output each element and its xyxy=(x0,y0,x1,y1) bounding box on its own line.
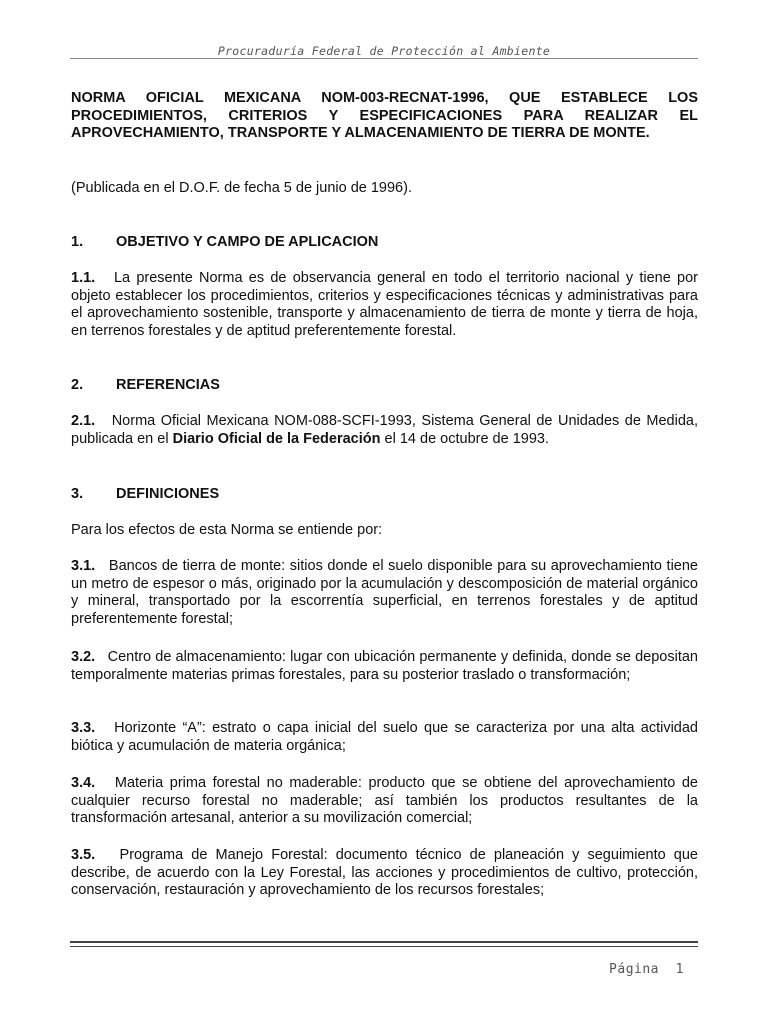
section-number: 1. xyxy=(71,234,84,250)
section-heading-3 xyxy=(71,486,219,504)
paragraph-text: Centro de almacenamiento: lugar con ubicación permanente y definida, donde se depositan temporalmente materias primas forestales, para su posterior traslado o transformación; xyxy=(71,649,698,683)
paragraph-number: 3.1. xyxy=(71,558,96,574)
section-heading-1 xyxy=(71,234,378,252)
paragraph-text: Norma Oficial Mexicana NOM-088-SCFI-1993, Sistema General de Unidades de Medida, publicada en el xyxy=(71,413,698,447)
paragraph-number: 3.4. xyxy=(71,775,96,791)
paragraph-2-1 xyxy=(71,413,698,448)
section-heading-2 xyxy=(71,377,220,395)
document-body xyxy=(71,90,698,898)
definitions-intro: Para los efectos de esta Norma se entiende por: xyxy=(71,522,383,538)
definition-3-1 xyxy=(71,558,698,628)
paragraph-number: 1.1. xyxy=(71,270,96,286)
definition-3-4 xyxy=(71,775,698,828)
page-label: Página xyxy=(609,962,660,977)
page-number xyxy=(609,962,684,977)
running-header: Procuraduría Federal de Protección al Ambiente xyxy=(217,44,551,58)
emphasis-text: Diario Oficial de la Federación xyxy=(172,430,381,447)
paragraph-number: 3.3. xyxy=(71,720,96,736)
paragraph-text: Materia prima forestal no maderable: producto que se obtiene del aprovechamiento de cualquier recurso forestal no maderable; así también los productos resultantes de la transformación artesanal, anterior a su movilización comercial; xyxy=(71,775,698,826)
definition-3-5 xyxy=(71,847,698,900)
section-number: 3. xyxy=(71,486,84,502)
paragraph-text: La presente Norma es de observancia general en todo el territorio nacional y tiene por objeto establecer los procedimientos, criterios y especificaciones técnicas y administrativas para el aprovechamiento sostenible, transporte y almacenamiento de tierra de monte y tierra de hoja, en terrenos forestales y de aptitud preferentemente forestal. xyxy=(71,270,698,339)
publication-note: (Publicada en el D.O.F. de fecha 5 de junio de 1996). xyxy=(71,180,412,196)
section-title: OBJETIVO Y CAMPO DE APLICACION xyxy=(116,234,379,250)
page-number-value: 1 xyxy=(675,962,684,977)
paragraph-number: 2.1. xyxy=(71,413,96,429)
section-title: DEFINICIONES xyxy=(116,486,220,502)
section-number: 2. xyxy=(71,377,84,393)
paragraph-text: Horizonte “A”: estrato o capa inicial del suelo que se caracteriza por una alta actividad biótica y acumulación de materia orgánica; xyxy=(71,720,698,754)
paragraph-text-end: el 14 de octubre de 1993. xyxy=(384,430,549,447)
section-title: REFERENCIAS xyxy=(116,377,220,393)
definition-3-2 xyxy=(71,649,698,684)
paragraph-1-1 xyxy=(71,270,698,340)
definition-3-3 xyxy=(71,720,698,755)
paragraph-number: 3.2. xyxy=(71,649,96,665)
document-title: NORMA OFICIAL MEXICANA NOM-003-RECNAT-1996, QUE ESTABLECE LOS PROCEDIMIENTOS, CRITERIOS Y ESPECIFICACIONES PARA REALIZAR EL APROVECHAMIENTO, TRANSPORTE Y ALMACENAMIENTO DE TIERRA DE MONTE. xyxy=(71,90,698,141)
paragraph-text: Bancos de tierra de monte: sitios donde el suelo disponible para su aprovechamiento tiene un metro de espesor o más, originado por la acumulación y descomposición de material orgánico y mineral, transportado por la escorrentía superficial, en terrenos forestales y de aptitud preferentemente forestal; xyxy=(71,558,698,627)
paragraph-text: Programa de Manejo Forestal: documento técnico de planeación y seguimiento que describe, de acuerdo con la Ley Forestal, las acciones y procedimientos de cultivo, protección, conservación, restauración y aprovechamiento de los recursos forestales; xyxy=(71,847,698,898)
footer-rule xyxy=(70,941,698,943)
header-rule xyxy=(70,58,698,59)
footer-rule-thin xyxy=(70,946,698,947)
paragraph-number: 3.5. xyxy=(71,847,96,863)
